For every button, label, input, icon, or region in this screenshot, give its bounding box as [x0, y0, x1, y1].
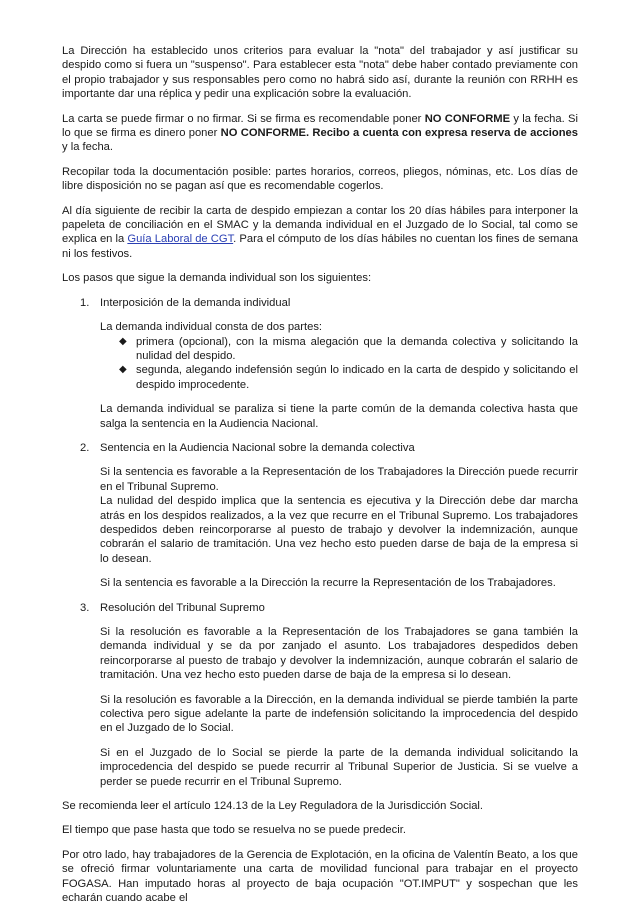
deadlines-text-a: Al día siguiente de recibir la carta de despido empiezan a contar los 20 días hábiles para interponer la papeleta de conciliación en el SMAC y la demanda individual en el Juzgado de lo Social, tal como se explica en la	[62, 204, 578, 246]
paragraph-documentation: Recopilar toda la documentación posible: partes horarios, correos, pliegos, nóminas, etc. Los días de libre disposición no se pagan así que es recomendable cogerlos.	[62, 165, 578, 193]
deadlines-text-b: . Para el cómputo de los días hábiles no cuentan los fines de semana ni los festivos.	[62, 233, 579, 260]
paragraph-deadlines	[62, 204, 578, 262]
step-item	[62, 441, 578, 591]
paragraph-evaluation: La Dirección ha establecido unos criterios para evaluar la "nota" del trabajador y así justificar su despido como si fuera un "suspenso". Para establecer esta "nota" debe haber contado previamente con el propio trabajador y sus responsables pero como no habrá sido así, durante la reunión con RRHH es importante dar una réplica y pedir una explicación sobre la evaluación.	[62, 45, 578, 101]
step-paragraph: Si la sentencia es favorable a la Representación de los Trabajadores la Dirección puede recurrir en el Tribunal Supremo.	[100, 466, 578, 493]
bullet-text: primera (opcional), con la misma alegación que la demanda colectiva y solicitando la nulidad del despido.	[136, 335, 578, 362]
step-item	[62, 296, 578, 431]
bullet-item	[100, 363, 578, 392]
step-paragraph: Si la resolución es favorable a la Dirección, en la demanda individual se pierde también la parte colectiva pero sigue adelante la parte de indefensión solicitando la improcedencia del despido en el Juzgado de lo Social.	[100, 693, 578, 735]
signing-bold-reserva: NO CONFORME. Recibo a cuenta con expresa reserva de acciones	[220, 127, 578, 140]
step-item	[62, 601, 578, 789]
paragraph-time: El tiempo que pase hasta que todo se resuelva no se puede predecir.	[62, 824, 406, 837]
bullet-icon: ◆	[119, 335, 127, 347]
guia-laboral-link[interactable]: Guía Laboral de CGT	[127, 233, 234, 246]
step-number: 2.	[80, 441, 90, 454]
step-number: 3.	[80, 601, 90, 614]
bullet-list	[100, 335, 578, 393]
step-paragraph: Si en el Juzgado de lo Social se pierde la parte de la demanda individual solicitando la improcedencia del despido se puede recurrir al Tribunal Superior de Justicia. Si se vuelve a perder se puede recurrir en el Tribunal Supremo.	[100, 746, 578, 788]
paragraph-article: Se recomienda leer el artículo 124.13 de la Ley Reguladora de la Jurisdicción Social.	[62, 800, 484, 813]
step-paragraph: Si la sentencia es favorable a la Dirección la recurre la Representación de los Trabajadores.	[100, 577, 556, 590]
step-title: Interposición de la demanda individual	[100, 296, 291, 309]
step-paragraph: La demanda individual se paraliza si tiene la parte común de la demanda colectiva hasta que salga la sentencia en la Audiencia Nacional.	[100, 403, 578, 430]
paragraph-fogasa: Por otro lado, hay trabajadores de la Gerencia de Explotación, en la oficina de Valentín Beato, a los que se ofreció firmar voluntariamente una carta de movilidad funcional para trabajar en el proyecto FOGASA. Han imputado horas al proyecto de baja ocupación "OT.IMPUT" y sospechan que les echarán cuando acabe el	[62, 848, 578, 905]
signing-text-d: y la fecha.	[62, 141, 113, 154]
step-paragraph: La nulidad del despido implica que la sentencia es ejecutiva y la Dirección debe dar marcha atrás en los despidos realizados, a la vez que recurre en el Tribunal Supremo. Los trabajadores despedidos deben reincorporarse al puesto de trabajo y devolver la indemnización, aunque cobrarán el salario de tramitación. Una vez hecho esto pueden darse de baja de la empresa si lo desean.	[100, 495, 578, 565]
signing-bold-no-conforme: NO CONFORME	[424, 112, 511, 125]
step-title: Resolución del Tribunal Supremo	[100, 601, 265, 614]
bullet-item	[100, 335, 578, 364]
document-page	[62, 44, 578, 916]
step-number: 1.	[80, 296, 90, 309]
paragraph-signing	[62, 112, 578, 155]
step-title: Sentencia en la Audiencia Nacional sobre la demanda colectiva	[100, 441, 415, 454]
bullet-text: segunda, alegando indefensión según lo indicado en la carta de despido y solicitando el despido improcedente.	[136, 364, 578, 391]
signing-text-c: y la fecha. Si lo que se firma es dinero poner	[62, 112, 578, 140]
step-intro: La demanda individual consta de dos partes:	[100, 321, 323, 334]
steps-list	[62, 296, 578, 789]
step-paragraph: Si la resolución es favorable a la Representación de los Trabajadores se gana también la demanda individual y se da por zanjado el asunto. Los trabajadores despedidos deben reincorporarse al puesto de trabajo y devolver la indemnización, aunque cobrarán el salario de tramitación. Una vez hecho esto pueden darse de baja de la empresa si lo desean.	[100, 626, 578, 682]
paragraph-steps-intro: Los pasos que sigue la demanda individual son los siguientes:	[62, 272, 372, 285]
bullet-icon: ◆	[119, 364, 127, 376]
signing-text-a: La carta se puede firmar o no firmar. Si se firma es recomendable poner	[62, 112, 425, 125]
